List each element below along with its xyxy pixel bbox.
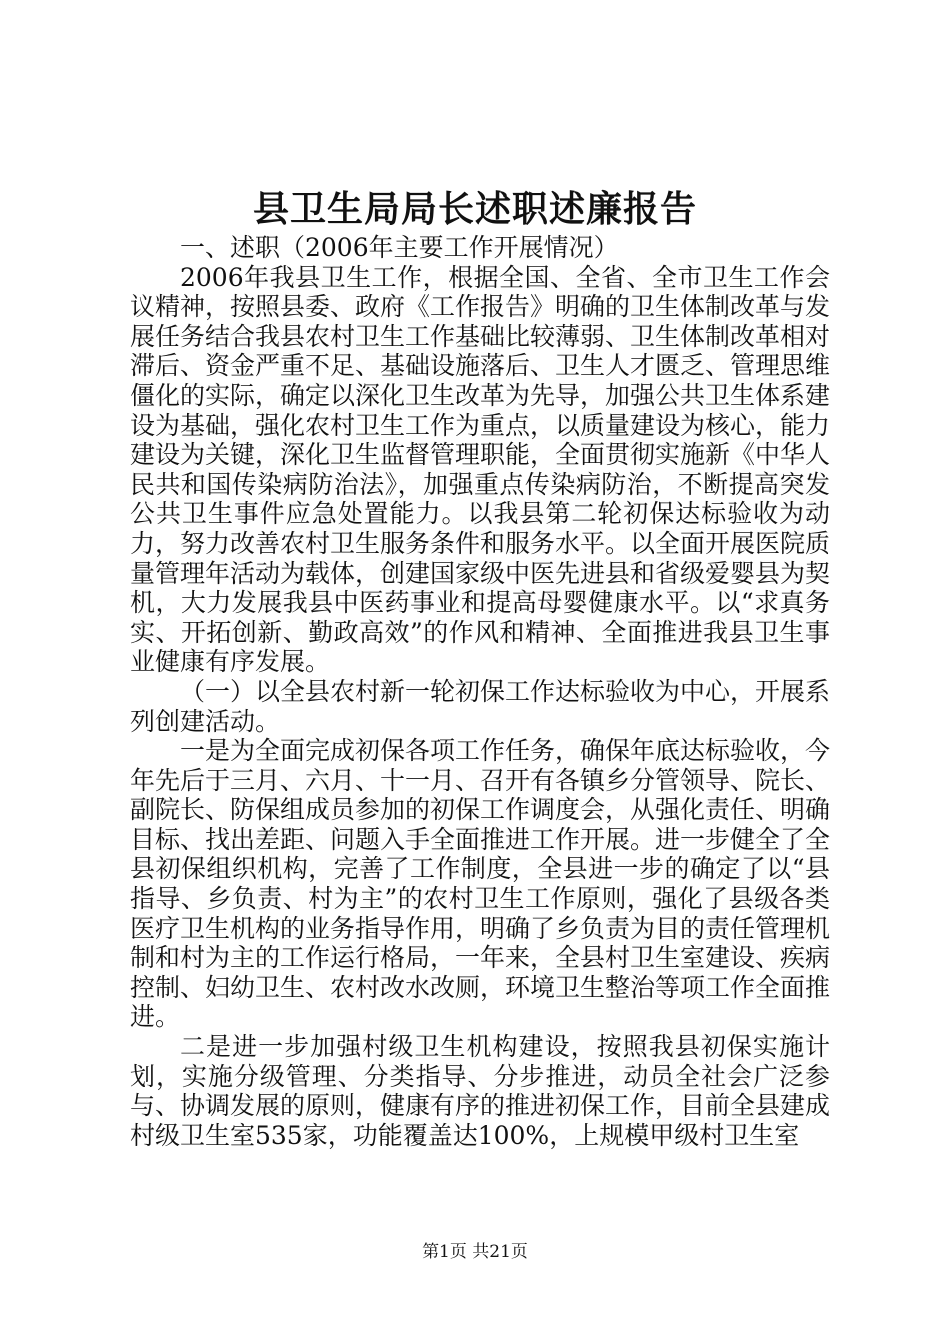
document-title: 县卫生局局长述职述廉报告 — [252, 188, 697, 230]
paragraph: 一是为全面完成初保各项工作任务，确保年底达标验收，今年先后于三月、六月、十一月、召开有各镇乡分管领导、院长、副院长、防保组成员参加的初保工作调度会，从强化责任、明确目标、找出差距、问题入手全面推进工作开展。进一步健全了全县初保组织机构，完善了工作制度，全县进一步的确定了以“县指导、乡负责、村为主”的农村卫生工作原则，强化了县级各类医疗卫生机构的业务指导作用，明确了乡负责为目的责任管理机制和村为主的工作运行格局，一年来，全县村卫生室建设、疾病控制、妇幼卫生、农村改水改厕，环境卫生整治等项工作全面推进。 — [130, 736, 831, 1032]
paragraph: 二是进一步加强村级卫生机构建设，按照我县初保实施计划，实施分级管理、分类指导、分步推进，动员全社会广泛参与、协调发展的原则，健康有序的推进初保工作，目前全县建成村级卫生室535家，功能覆盖达100%，上规模甲级村卫生室 — [130, 1032, 831, 1150]
paragraph: 2006年我县卫生工作，根据全国、全省、全市卫生工作会议精神，按照县委、政府《工作报告》明确的卫生体制改革与发展任务结合我县农村卫生工作基础比较薄弱、卫生体制改革相对滞后、资金严重不足、基础设施落后、卫生人才匮乏、管理思维僵化的实际，确定以深化卫生改革为先导，加强公共卫生体系建设为基础，强化农村卫生工作为重点，以质量建设为核心，能力建设为关键，深化卫生监督管理职能，全面贯彻实施新《中华人民共和国传染病防治法》，加强重点传染病防治，不断提高突发公共卫生事件应急处置能力。以我县第二轮初保达标验收为动力，努力改善农村卫生服务条件和服务水平。以全面开展医院质量管理年活动为载体，创建国家级中医先进县和省级爱婴县为契机，大力发展我县中医药事业和提高母婴健康水平。以“求真务实、开拓创新、勤政高效”的作风和精神、全面推进我县卫生事业健康有序发展。 — [130, 262, 831, 677]
subsection-heading: （一）以全县农村新一轮初保工作达标验收为中心，开展系列创建活动。 — [130, 676, 831, 736]
section-heading: 一、述职（2006年主要工作开展情况） — [180, 233, 619, 262]
document-body — [130, 233, 830, 1150]
page-number: 第1页 共21页 — [422, 1242, 528, 1262]
